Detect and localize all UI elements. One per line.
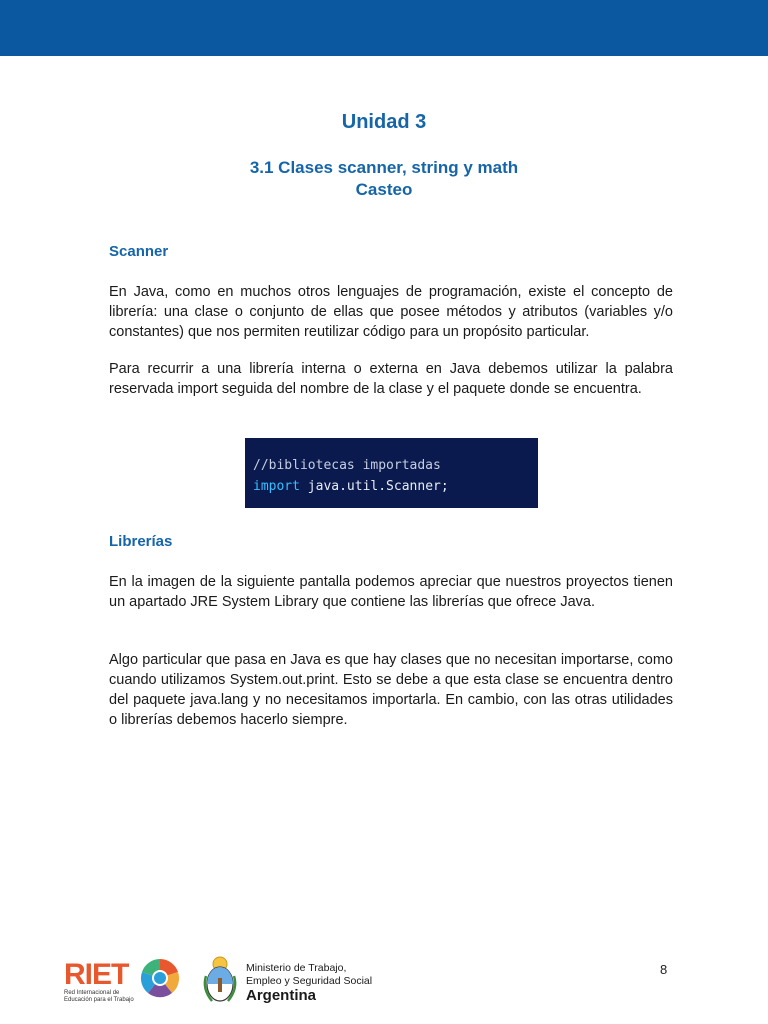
section-subtitle-casteo: Casteo [355,180,413,199]
unit-title: Unidad 3 [341,111,427,133]
code-snippet [245,438,538,508]
top-header-bar [0,0,768,56]
code-keyword: import [253,479,300,494]
section-subtitle: 3.1 Clases scanner, string y math [249,158,519,177]
code-comment: //bibliotecas importadas [253,458,441,473]
librerias-paragraph-1: En la imagen de la siguiente pantalla podemos apreciar que nuestros proyectos tienen un apartado JRE System Library que contiene las librerías que ofrece Java. [109,574,673,610]
ministry-name-line2: Empleo y Seguridad Social [246,975,373,987]
librerias-paragraph-2: Algo particular que pasa en Java es que hay clases que no necesitan importarse, como cuando utilizamos System.out.print. Esto se debe a que esta clase se encuentra dentro del paquete java.lang y no necesitamos importarla. En cambio, con las otras utilidades o librerías debemos hacerlo siempre. [109,652,673,728]
page-number: 8 [660,962,668,977]
ministry-logo [200,952,400,1008]
librerias-heading: Librerías [109,533,173,550]
scanner-paragraph-1: En Java, como en muchos otros lenguajes de programación, existe el concepto de librería: una clase o conjunto de ellas que posee métodos y atributos (variables y/o constantes) que nos permiten reutilizar código para un propósito particular. [109,284,673,340]
riet-logo [64,956,184,1004]
coat-of-arms-icon [200,954,240,1006]
ministry-country: Argentina [246,987,317,1004]
code-import-target: java.util.Scanner; [299,479,449,494]
code-import-line [253,476,538,497]
riet-logo-text: RIET [64,958,129,991]
globe-icon [140,958,180,998]
scanner-paragraph-2: Para recurrir a una librería interna o externa en Java debemos utilizar la palabra reservada import seguida del nombre de la clase y el paquete donde se encuentra. [109,361,673,397]
riet-logo-subtitle: Red Internacional de Educación para el Trabajo [64,990,134,1003]
ministry-name-line1: Ministerio de Trabajo, [246,962,347,974]
scanner-heading: Scanner [109,243,169,260]
